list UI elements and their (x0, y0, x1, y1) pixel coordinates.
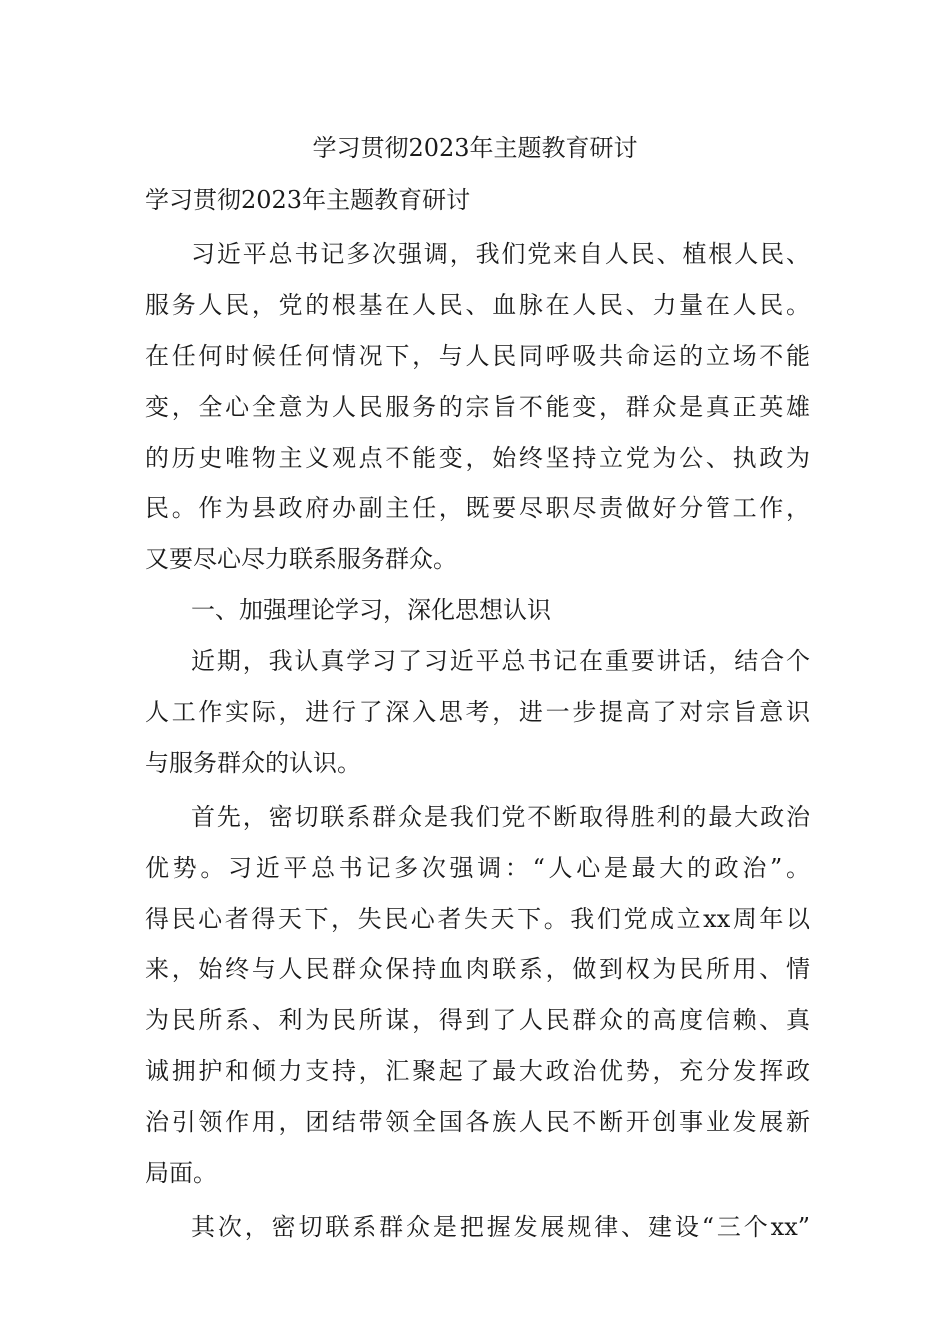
text-line: 又要尽心尽力联系服务群众。 (145, 545, 457, 574)
document-subtitle: 学习贯彻2023年主题教育研讨 (145, 186, 471, 214)
text-line: 来，始终与人民群众保持血肉联系，做到权为民所用、情 (145, 955, 810, 984)
text-line: 为民所系、利为民所谋，得到了人民群众的高度信赖、真 (145, 1006, 810, 1035)
text-line: 的历史唯物主义观点不能变，始终坚持立党为公、执政为 (145, 443, 810, 472)
document-title: 学习贯彻2023年主题教育研讨 (312, 134, 638, 162)
text-line: 在任何时候任何情况下，与人民同呼吸共命运的立场不能 (145, 341, 810, 370)
text-line: 得民心者得天下，失民心者失天下。我们党成立xx周年以 (145, 904, 810, 933)
text-line: 治引领作用，团结带领全国各族人民不断开创事业发展新 (145, 1108, 810, 1137)
text-line: 其次，密切联系群众是把握发展规律、建设“三个xx” (191, 1212, 810, 1241)
text-line: 局面。 (145, 1159, 217, 1188)
text-line: 近期，我认真学习了习近平总书记在重要讲话，结合个 (191, 647, 810, 676)
document-body (145, 229, 810, 1253)
text-line: 与服务群众的认识。 (145, 748, 361, 777)
text-line: 习近平总书记多次强调，我们党来自人民、植根人民、 (191, 240, 810, 268)
text-line: 诚拥护和倾力支持，汇聚起了最大政治优势，充分发挥政 (145, 1057, 810, 1086)
text-line: 服务人民，党的根基在人民、血脉在人民、力量在人民。 (145, 290, 810, 319)
text-line: 人工作实际，进行了深入思考，进一步提高了对宗旨意识 (145, 698, 810, 727)
text-line: 民。作为县政府办副主任，既要尽职尽责做好分管工作， (145, 494, 810, 523)
text-line: 首先，密切联系群众是我们党不断取得胜利的最大政治 (191, 802, 810, 831)
text-line: 优势。习近平总书记多次强调：“人心是最大的政治”。 (145, 853, 810, 882)
section-heading: 一、加强理论学习，深化思想认识 (191, 596, 551, 625)
text-line: 变，全心全意为人民服务的宗旨不能变，群众是真正英雄 (145, 392, 810, 421)
